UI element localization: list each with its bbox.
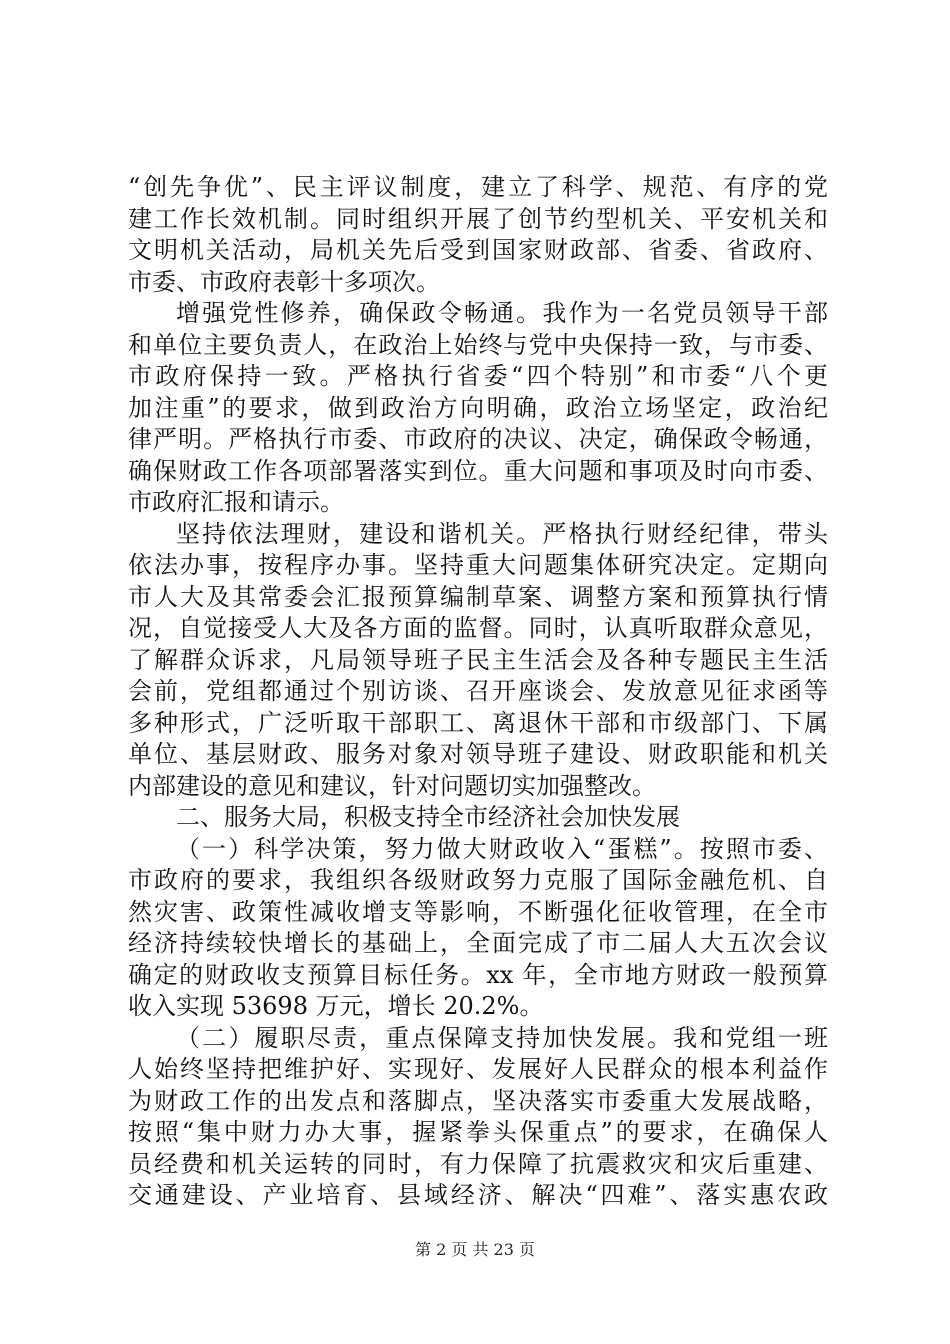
text-line: “创先争优”、民主评议制度，建立了科学、规范、有序的党	[128, 173, 828, 201]
text-line: 多种形式，广泛听取干部职工、离退休干部和市级部门、下属	[128, 708, 828, 737]
text-line: 人始终坚持把维护好、实现好、发展好人民群众的根本利益作	[128, 1055, 828, 1083]
text-line: 会前，党组都通过个别访谈、召开座谈会、发放意见征求函等	[128, 677, 828, 705]
text-line: 建工作长效机制。同时组织开展了创节约型机关、平安机关和	[128, 204, 828, 233]
text-line: 加注重”的要求，做到政治方向明确，政治立场坚定，政治纪	[128, 393, 828, 422]
text-line: 二、服务大局，积极支持全市经济社会加快发展	[176, 803, 680, 831]
text-line: 为财政工作的出发点和落脚点，坚决落实市委重大发展战略，	[128, 1086, 828, 1115]
text-line: 和单位主要负责人，在政治上始终与党中央保持一致，与市委、	[128, 330, 828, 359]
text-line: 市政府的要求，我组织各级财政努力克服了国际金融危机、自	[128, 866, 828, 894]
text-line: 依法办事，按程序办事。坚持重大问题集体研究决定。定期向	[128, 551, 828, 579]
text-line: 然灾害、政策性减收增支等影响，不断强化征收管理，在全市	[128, 897, 828, 926]
body-text	[128, 172, 828, 1212]
text-line: 增强党性修养，确保政令畅通。我作为一名党员领导干部	[176, 299, 828, 327]
text-line: 坚持依法理财，建设和谐机关。严格执行财经纪律，带头	[176, 519, 828, 548]
text-line: 交通建设、产业培育、县域经济、解决“四难”、落实惠农政	[128, 1181, 828, 1209]
text-line: （一）科学决策，努力做大财政收入“蛋糕”。按照市委、	[176, 834, 828, 863]
text-line: 收入实现 53698 万元，增长 20.2%。	[128, 992, 544, 1020]
page-footer: 第 2 页 共 23 页	[415, 1240, 535, 1259]
text-line: （二）履职尽责，重点保障支持加快发展。我和党组一班	[176, 1023, 828, 1052]
text-line: 确定的财政收支预算目标任务。xx 年，全市地方财政一般预算	[128, 960, 828, 989]
text-line: 单位、基层财政、服务对象对领导班子建设、财政职能和机关	[128, 740, 828, 768]
text-line: 员经费和机关运转的同时，有力保障了抗震救灾和灾后重建、	[128, 1149, 828, 1178]
text-line: 市政府保持一致。严格执行省委“四个特别”和市委“八个更	[128, 362, 828, 390]
text-line: 市人大及其常委会汇报预算编制草案、调整方案和预算执行情	[128, 582, 828, 611]
text-line: 内部建设的意见和建议，针对问题切实加强整改。	[128, 771, 656, 800]
text-line: 况，自觉接受人大及各方面的监督。同时，认真听取群众意见，	[128, 614, 828, 642]
text-line: 确保财政工作各项部署落实到位。重大问题和事项及时向市委、	[128, 456, 828, 485]
text-line: 律严明。严格执行市委、市政府的决议、决定，确保政令畅通，	[128, 425, 828, 453]
text-line: 市委、市政府表彰十多项次。	[128, 267, 440, 296]
text-line: 文明机关活动，局机关先后受到国家财政部、省委、省政府、	[128, 236, 828, 264]
text-line: 了解群众诉求，凡局领导班子民主生活会及各种专题民主生活	[128, 645, 828, 674]
text-line: 按照“集中财力办大事，握紧拳头保重点”的要求，在确保人	[128, 1118, 828, 1146]
text-line: 市政府汇报和请示。	[128, 488, 344, 516]
text-line: 经济持续较快增长的基础上，全面完成了市二届人大五次会议	[128, 929, 828, 957]
